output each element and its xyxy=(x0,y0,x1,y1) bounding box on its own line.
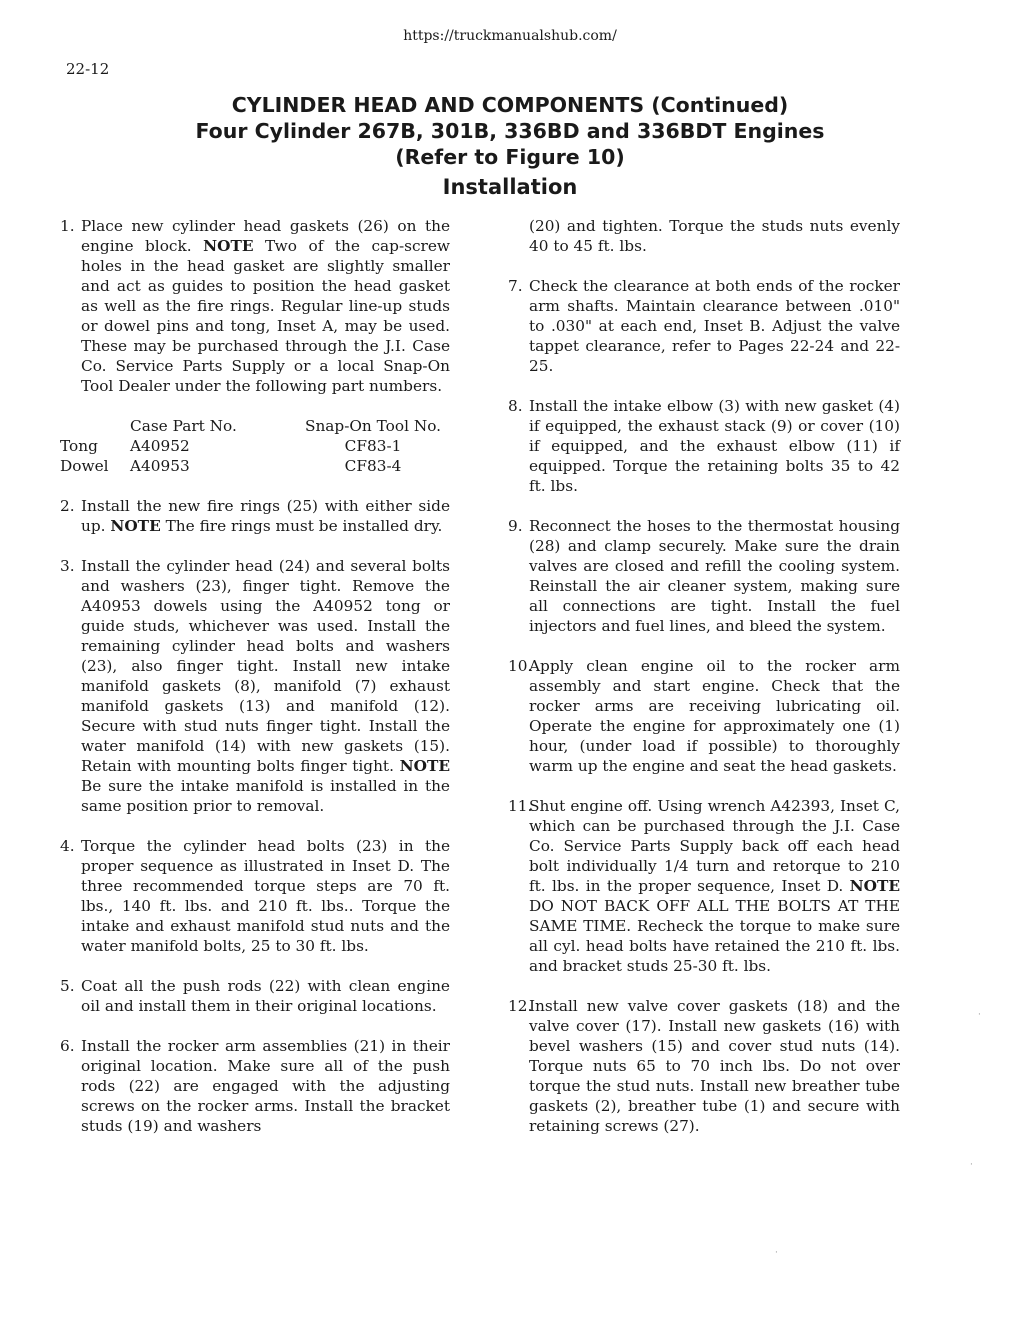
step-4 xyxy=(60,836,450,956)
step-1 xyxy=(60,216,450,396)
scan-speck: · xyxy=(775,1248,778,1258)
table-header xyxy=(60,416,130,436)
step-number: 11. xyxy=(508,797,533,815)
step-9 xyxy=(508,516,900,636)
table-header: Case Part No. xyxy=(130,417,237,435)
scan-speck: · xyxy=(978,1010,981,1020)
step-text: Coat all the push rods (22) with clean engine oil and install them in their original locations. xyxy=(81,977,450,1015)
step-text: The fire rings must be installed dry. xyxy=(160,517,443,535)
section-heading: Installation xyxy=(442,175,578,199)
table-cell: A40952 xyxy=(130,437,190,455)
step-11 xyxy=(508,796,900,976)
table-cell: CF83-4 xyxy=(344,457,402,475)
step-number: 9. xyxy=(508,517,523,535)
table-cell: CF83-1 xyxy=(344,437,402,455)
step-number: 4. xyxy=(60,837,75,855)
step-text: Apply clean engine oil to the rocker arm assembly and start engine. Check that the rocker arms are receiving lubricating oil. Operate the engine for approximately one (1) hour, (under load if possible) to thoroughly warm up the engine and seat the head gaskets. xyxy=(529,657,900,775)
step-number: 12. xyxy=(508,997,533,1015)
note-label: NOTE xyxy=(110,517,161,535)
step-text: Install the new fire rings (25) with either side up. xyxy=(81,497,450,535)
title-line-1: CYLINDER HEAD AND COMPONENTS (Continued) xyxy=(231,93,789,117)
table-cell: Tong xyxy=(60,437,98,455)
step-number: 2. xyxy=(60,497,75,515)
right-column xyxy=(508,216,900,1156)
page-number: 22-12 xyxy=(66,60,110,78)
scan-speck: · xyxy=(970,1160,973,1170)
step-text: Torque the cylinder head bolts (23) in the proper sequence as illustrated in Inset D. The three recommended torque steps are 70 ft. lbs., 140 ft. lbs. and 210 ft. lbs.. Torque the intake and exhaust manifold stud nuts and the water manifold bolts, 25 to 30 ft. lbs. xyxy=(81,837,450,955)
source-url: https://truckmanualshub.com/ xyxy=(403,28,617,44)
table-cell: A40953 xyxy=(130,457,190,475)
step-6 xyxy=(60,1036,450,1136)
step-5 xyxy=(60,976,450,1016)
step-text: Two of the cap-screw holes in the head gasket are slightly smaller and act as guides to position the head gasket as well as the fire rings. Regular line-up studs or dowel pins and tong, Inset A, may be used. These may be purchased through the J.I. Case Co. Service Parts Supply or a local Snap-On Tool Dealer under the following part numbers. xyxy=(81,237,451,395)
note-label: NOTE xyxy=(399,757,450,775)
parts-table xyxy=(60,416,448,476)
title-line-3: (Refer to Figure 10) xyxy=(395,145,625,169)
step-number: 8. xyxy=(508,397,523,415)
step-text: Place new cylinder head gaskets (26) on the engine block. xyxy=(81,217,450,255)
note-label: NOTE xyxy=(203,237,254,255)
step-text: Install the cylinder head (24) and several bolts and washers (23), finger tight. Remove the A40953 dowels using the A40952 tong or guide studs, whichever was used. Install the remaining cylinder head bolts and washers (23), also finger tight. Install new intake manifold gaskets (8), manifold (7) exhaust manifold gaskets (13) and manifold (12). Secure with stud nuts finger tight. Install the water manifold (14) with new gaskets (15). Retain with mounting bolts finger tight. xyxy=(81,557,450,775)
table-row xyxy=(60,436,448,456)
step-number: 10. xyxy=(508,657,533,675)
title-block xyxy=(0,92,1020,200)
step-8 xyxy=(508,396,900,496)
table-row xyxy=(60,456,448,476)
step-number: 7. xyxy=(508,277,523,295)
step-number: 3. xyxy=(60,557,75,575)
table-header-row xyxy=(60,416,448,436)
step-7 xyxy=(508,276,900,376)
title-line-2: Four Cylinder 267B, 301B, 336BD and 336BDT Engines xyxy=(195,119,825,143)
table-header: Snap-On Tool No. xyxy=(304,417,442,435)
step-3 xyxy=(60,556,450,816)
step-number: 1. xyxy=(60,217,75,235)
table-cell: Dowel xyxy=(60,457,109,475)
step-text: Be sure the intake manifold is installed in the same position prior to removal. xyxy=(81,777,450,815)
step-text: Reconnect the hoses to the thermostat housing (28) and clamp securely. Make sure the drain valves are closed and refill the cooling system. Reinstall the air cleaner system, making sure all connections are tight. Install the fuel injectors and fuel lines, and bleed the system. xyxy=(529,517,900,635)
left-column xyxy=(60,216,450,1156)
step-text: DO NOT BACK OFF ALL THE BOLTS AT THE SAME TIME. Recheck the torque to make sure all cyl. head bolts have retained the 210 ft. lbs. and bracket studs 25-30 ft. lbs. xyxy=(529,897,900,975)
step-number: 6. xyxy=(60,1037,75,1055)
step-text: Install the rocker arm assemblies (21) in their original location. Make sure all of the push rods (22) are engaged with the adjusting screws on the rocker arms. Install the bracket studs (19) and washers xyxy=(81,1037,450,1135)
step-12 xyxy=(508,996,900,1136)
step-2 xyxy=(60,496,450,536)
step-6-continued: (20) and tighten. Torque the studs nuts evenly 40 to 45 ft. lbs. xyxy=(529,217,900,255)
note-label: NOTE xyxy=(849,877,900,895)
step-number: 5. xyxy=(60,977,75,995)
step-text: Shut engine off. Using wrench A42393, Inset C, which can be purchased through the J.I. Case Co. Service Parts Supply back off each head bolt individually 1/4 turn and retorque to 210 ft. lbs. in the proper sequence, Inset D. xyxy=(529,797,900,895)
step-text: Install new valve cover gaskets (18) and the valve cover (17). Install new gaskets (16) with bevel washers (15) and cover stud nuts (14). Torque nuts 65 to 70 inch lbs. Do not over torque the stud nuts. Install new breather tube gaskets (2), breather tube (1) and secure with retaining screws (27). xyxy=(529,997,900,1135)
step-text: Install the intake elbow (3) with new gasket (4) if equipped, the exhaust stack (9) or cover (10) if equipped, and the exhaust elbow (11) if equipped. Torque the retaining bolts 35 to 42 ft. lbs. xyxy=(529,397,900,495)
step-10 xyxy=(508,656,900,776)
step-text: Check the clearance at both ends of the rocker arm shafts. Maintain clearance between .010" to .030" at each end, Inset B. Adjust the valve tappet clearance, refer to Pages 22-24 and 22-25. xyxy=(529,277,900,375)
